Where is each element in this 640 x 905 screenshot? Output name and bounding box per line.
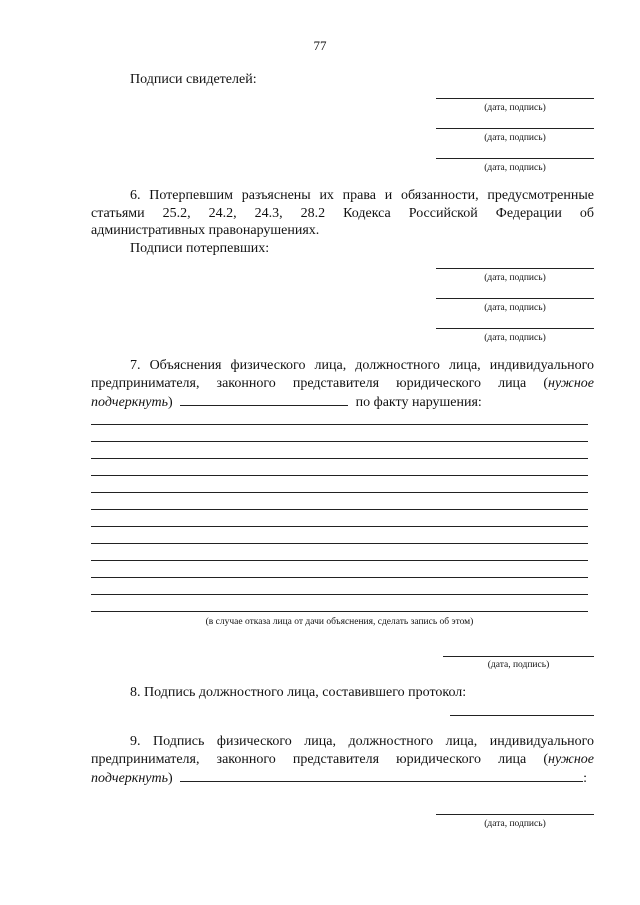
- section9-underline-word: подчеркнуть: [91, 771, 168, 786]
- section7-line-3: [91, 392, 594, 411]
- witness-caption-3: (дата, подпись): [484, 163, 546, 173]
- section8-signature-line[interactable]: [450, 715, 594, 716]
- victim-caption-2: (дата, подпись): [484, 303, 546, 313]
- section6-line-3: административных правонарушениях.: [91, 223, 320, 238]
- section7-line-1: 7. Объяснения физического лица, должностного лица, индивидуального: [130, 358, 594, 373]
- section7-caption: (дата, подпись): [487, 660, 550, 670]
- section6-line-2: статьями 25.2, 24.2, 24.3, 28.2 Кодекса Российской Федерации об: [91, 206, 594, 221]
- section9-signature-blank[interactable]: [180, 768, 583, 782]
- explanation-line-7[interactable]: [91, 526, 588, 527]
- section9-colon: :: [583, 771, 588, 786]
- witness-caption-2: (дата, подпись): [484, 133, 546, 143]
- witness-signature-line-3[interactable]: [436, 158, 594, 159]
- explanation-line-5[interactable]: [91, 492, 588, 493]
- witness-signature-line-2[interactable]: [436, 128, 594, 129]
- victims-heading: Подписи потерпевших:: [130, 241, 270, 256]
- explanation-line-11[interactable]: [91, 594, 588, 595]
- section7-line-2: [91, 375, 594, 392]
- page-number: 77: [313, 38, 327, 53]
- section9-line-1: 9. Подпись физического лица, должностного лица, индивидуального: [130, 734, 594, 749]
- section9-line-2-text: предпринимателя, законного представителя юридического лица (: [91, 752, 548, 767]
- section9-line-2: [91, 751, 594, 768]
- explanation-line-2[interactable]: [91, 441, 588, 442]
- explanation-line-6[interactable]: [91, 509, 588, 510]
- section7-signature-line[interactable]: [443, 656, 594, 657]
- section7-line-2-text: предпринимателя, законного представителя юридического лица (: [91, 376, 548, 391]
- section8-text: 8. Подпись должностного лица, составившего протокол:: [130, 685, 467, 700]
- victim-signature-line-3[interactable]: [436, 328, 594, 329]
- victim-caption-3: (дата, подпись): [484, 333, 546, 343]
- refusal-note: (в случае отказа лица от дачи объяснения, сделать запись об этом): [205, 617, 474, 627]
- witnesses-heading: Подписи свидетелей:: [130, 72, 257, 87]
- explanation-line-3[interactable]: [91, 458, 588, 459]
- section7-underline-word: подчеркнуть: [91, 395, 168, 410]
- section9-needed-word: нужное: [548, 752, 594, 767]
- section9-caption: (дата, подпись): [484, 819, 546, 829]
- explanation-line-4[interactable]: [91, 475, 588, 476]
- section9-signature-line[interactable]: [436, 814, 594, 815]
- section7-close-paren: ): [167, 395, 173, 410]
- section6-line-1: 6. Потерпевшим разъяснены их права и обязанности, предусмотренные: [130, 188, 594, 203]
- victim-signature-line-2[interactable]: [436, 298, 594, 299]
- explanation-line-1[interactable]: [91, 424, 588, 425]
- section7-violation-blank[interactable]: [180, 392, 348, 406]
- section9-line-3: [91, 768, 594, 787]
- victim-caption-1: (дата, подпись): [484, 273, 546, 283]
- explanation-line-10[interactable]: [91, 577, 588, 578]
- explanation-line-8[interactable]: [91, 543, 588, 544]
- section7-violation-text: по факту нарушения:: [355, 395, 482, 410]
- section7-needed-word: нужное: [548, 376, 594, 391]
- explanation-line-9[interactable]: [91, 560, 588, 561]
- witness-signature-line-1[interactable]: [436, 98, 594, 99]
- section9-close-paren: ): [167, 771, 173, 786]
- victim-signature-line-1[interactable]: [436, 268, 594, 269]
- explanation-line-12[interactable]: [91, 611, 588, 612]
- witness-caption-1: (дата, подпись): [484, 103, 546, 113]
